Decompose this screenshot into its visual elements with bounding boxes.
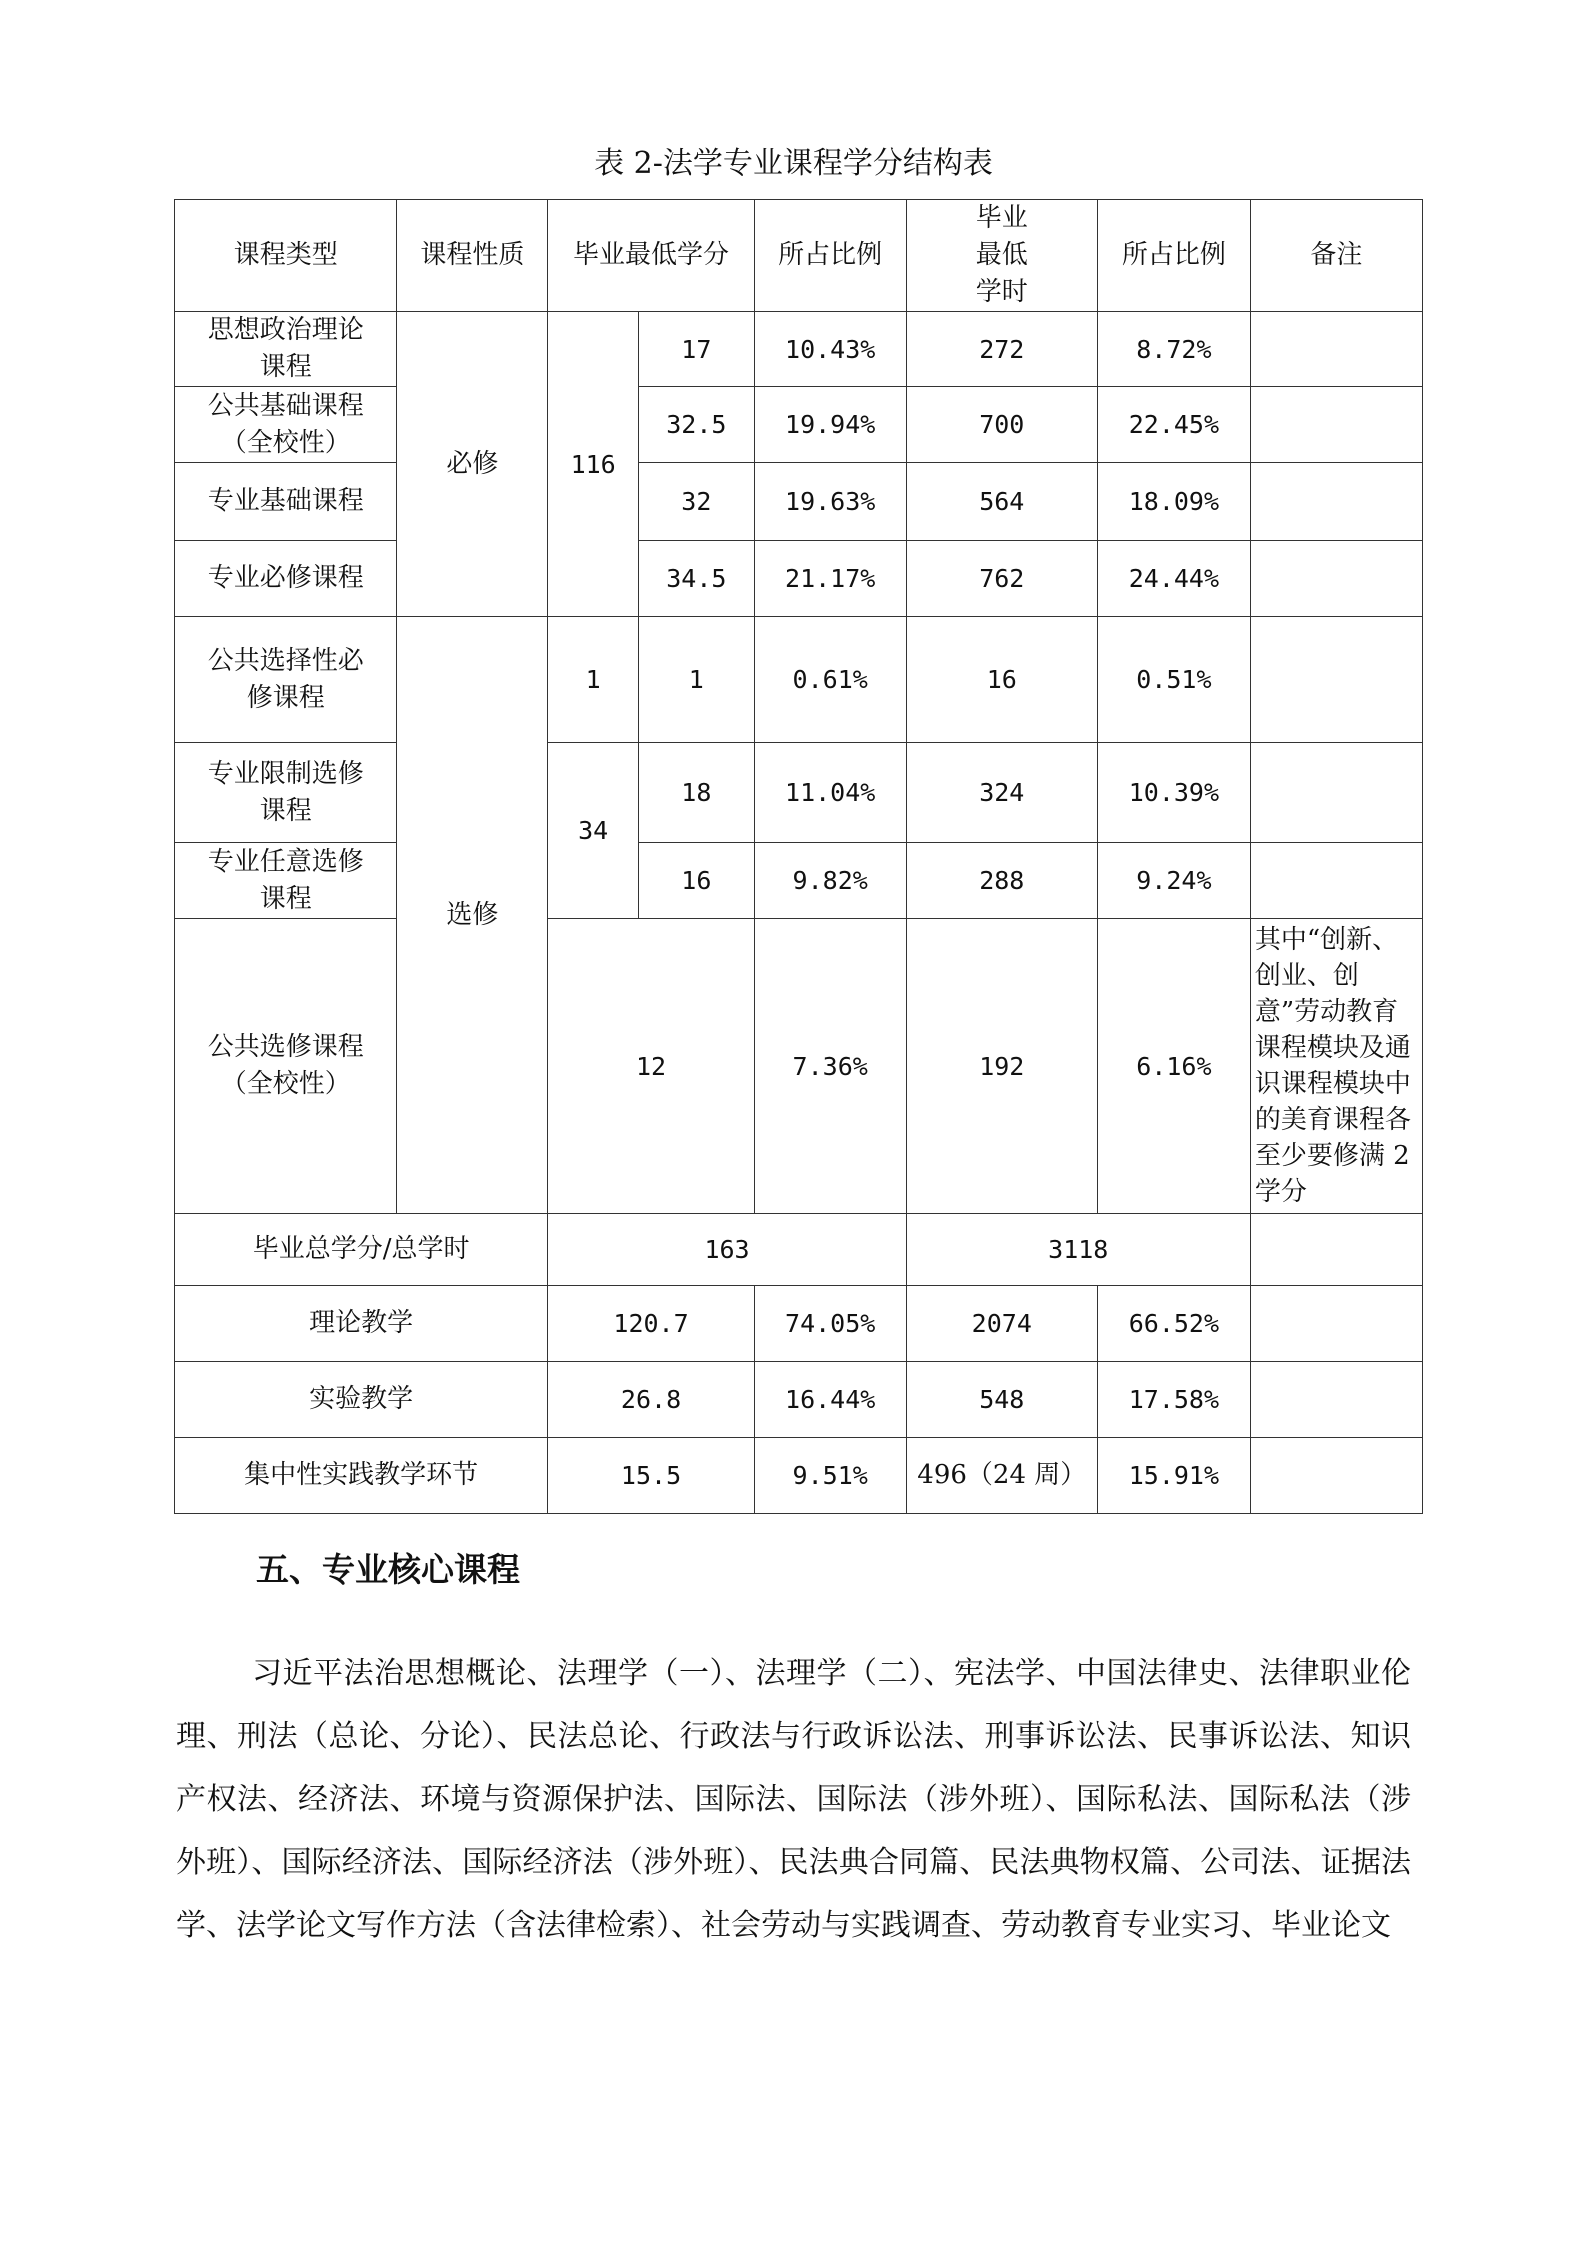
hours-cell: 288 [906,843,1097,919]
remark-cell [1250,617,1422,743]
credit-pct-cell: 19.63% [754,463,906,541]
credit-pct-cell: 16.44% [754,1362,906,1438]
hour-pct-cell: 18.09% [1097,463,1250,541]
credits-cell: 16 [638,843,754,919]
hour-pct-cell: 6.16% [1097,919,1250,1214]
remark-cell [1250,1286,1422,1362]
header-course-type: 课程类型 [175,200,397,312]
table-row [175,387,1423,463]
remark-cell: 其中“创新、创业、创意”劳动教育课程模块及通识课程模块中的美育课程各至少要修满 2 学分 [1250,919,1422,1214]
credit-pct-cell: 11.04% [754,743,906,843]
hour-pct-cell: 22.45% [1097,387,1250,463]
table-header-row [175,200,1423,312]
remark-cell [1250,463,1422,541]
core-courses-paragraph: 习近平法治思想概论、法理学（一）、法理学（二）、宪法学、中国法律史、法律职业伦理、刑法（总论、分论）、民法总论、行政法与行政诉讼法、刑事诉讼法、民事诉讼法、知识产权法、经济法、环境与资源保护法、国际法、国际法（涉外班）、国际私法、国际私法（涉外班）、国际经济法、国际经济法（涉外班）、民法典合同篇、民法典物权篇、公司法、证据法学、法学论文写作方法（含法律检索）、社会劳动与实践调查、劳动教育专业实习、毕业论文 [176,1656,1411,1943]
total-hours: 3118 [906,1214,1250,1286]
credit-pct-cell: 19.94% [754,387,906,463]
hours-cell: 324 [906,743,1097,843]
breakdown-label: 理论教学 [175,1286,548,1362]
hour-pct-cell: 8.72% [1097,312,1250,387]
hours-cell: 16 [906,617,1097,743]
remark-cell [1250,541,1422,617]
credit-pct-cell: 9.82% [754,843,906,919]
credits-cell: 32.5 [638,387,754,463]
header-credit-ratio: 所占比例 [754,200,906,312]
breakdown-label: 集中性实践教学环节 [175,1438,548,1514]
hours-cell: 192 [906,919,1097,1214]
header-remarks: 备注 [1250,200,1422,312]
table-row [175,743,1423,843]
header-min-hours: 毕业最低学时 [906,200,1097,312]
header-course-nature: 课程性质 [397,200,548,312]
credits-cell: 15.5 [548,1438,754,1514]
table-row [175,1438,1423,1514]
credits-cell: 12 [548,919,754,1214]
hours-cell: 496（24 周） [906,1438,1097,1514]
remark-cell [1250,843,1422,919]
table-caption: 表 2-法学专业课程学分结构表 [594,146,993,181]
course-type-cell: 专业基础课程 [175,463,397,541]
table-row [175,843,1423,919]
remark-cell [1250,1438,1422,1514]
credit-pct-cell: 9.51% [754,1438,906,1514]
credits-cell: 32 [638,463,754,541]
course-type-cell: 专业任意选修课程 [175,843,397,919]
hours-cell: 2074 [906,1286,1097,1362]
hour-pct-cell: 9.24% [1097,843,1250,919]
hour-pct-cell: 15.91% [1097,1438,1250,1514]
credit-pct-cell: 7.36% [754,919,906,1214]
credit-pct-cell: 0.61% [754,617,906,743]
course-type-cell: 思想政治理论课程 [175,312,397,387]
remark-cell [1250,312,1422,387]
table-row [175,1362,1423,1438]
table-row [175,617,1423,743]
credits-cell: 18 [638,743,754,843]
table-row [175,312,1423,387]
remark-cell [1250,387,1422,463]
remark-cell [1250,1214,1422,1286]
table-row [175,463,1423,541]
course-type-cell: 专业必修课程 [175,541,397,617]
section-heading: 五、专业核心课程 [256,1550,520,1589]
table-row [175,919,1423,1214]
hour-pct-cell: 17.58% [1097,1362,1250,1438]
credit-pct-cell: 74.05% [754,1286,906,1362]
course-type-cell: 专业限制选修课程 [175,743,397,843]
hour-pct-cell: 0.51% [1097,617,1250,743]
credits-cell: 34.5 [638,541,754,617]
breakdown-label: 实验教学 [175,1362,548,1438]
credit-pct-cell: 21.17% [754,541,906,617]
hours-cell: 548 [906,1362,1097,1438]
hours-cell: 564 [906,463,1097,541]
public-selective-group-credits: 1 [548,617,639,743]
hour-pct-cell: 24.44% [1097,541,1250,617]
course-type-cell: 公共选修课程（全校性） [175,919,397,1214]
course-nature-elective: 选修 [397,617,548,1214]
major-elective-group-credits: 34 [548,743,639,919]
credits-cell: 26.8 [548,1362,754,1438]
course-type-cell: 公共选择性必修课程 [175,617,397,743]
hours-cell: 762 [906,541,1097,617]
credit-structure-table [174,199,1423,1514]
hour-pct-cell: 10.39% [1097,743,1250,843]
credits-cell: 1 [638,617,754,743]
remark-cell [1250,1362,1422,1438]
table-row [175,1214,1423,1286]
hour-pct-cell: 66.52% [1097,1286,1250,1362]
table-row [175,1286,1423,1362]
total-credits: 163 [548,1214,906,1286]
hours-cell: 272 [906,312,1097,387]
credits-cell: 120.7 [548,1286,754,1362]
hours-cell: 700 [906,387,1097,463]
credit-pct-cell: 10.43% [754,312,906,387]
course-type-cell: 公共基础课程（全校性） [175,387,397,463]
required-group-credits: 116 [548,312,639,617]
course-nature-required: 必修 [397,312,548,617]
table-row [175,541,1423,617]
remark-cell [1250,743,1422,843]
header-min-credits: 毕业最低学分 [548,200,754,312]
total-label: 毕业总学分/总学时 [175,1214,548,1286]
credits-cell: 17 [638,312,754,387]
header-hour-ratio: 所占比例 [1097,200,1250,312]
